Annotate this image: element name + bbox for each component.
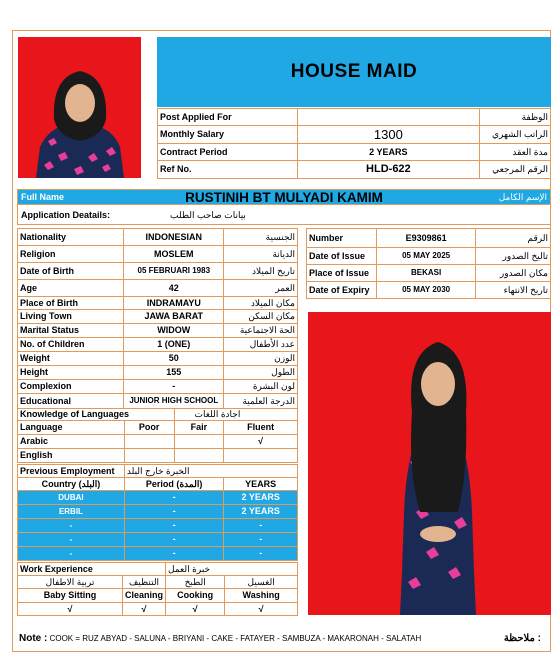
personal-value: INDONESIAN bbox=[124, 229, 224, 246]
passport-label: Place of Issue bbox=[307, 265, 377, 282]
personal-ar: مكان السكن bbox=[224, 310, 298, 324]
language-fair bbox=[174, 449, 224, 463]
employment-table bbox=[17, 464, 298, 561]
application-details-row bbox=[17, 205, 551, 225]
personal-ar: الدرجة العلمية bbox=[224, 394, 298, 409]
post-label: Contract Period bbox=[158, 144, 298, 161]
personal-ar: الوزن bbox=[224, 352, 298, 366]
post-row bbox=[158, 161, 551, 179]
note-label: Note : bbox=[19, 633, 48, 644]
full-name-row bbox=[17, 189, 551, 205]
employment-years: 2 YEARS bbox=[224, 505, 298, 519]
personal-row bbox=[18, 394, 298, 409]
col-country: Country (البلد) bbox=[18, 478, 125, 491]
note-row bbox=[19, 633, 549, 644]
work-item-ar: الغسيل bbox=[225, 576, 298, 589]
page-title: HOUSE MAID bbox=[290, 61, 418, 82]
employment-country: DUBAI bbox=[18, 491, 125, 505]
employment-columns-row bbox=[18, 478, 298, 491]
passport-label: Date of Expiry bbox=[307, 282, 377, 299]
work-item-ar: تربية الاطفال bbox=[18, 576, 123, 589]
passport-label: Number bbox=[307, 229, 377, 248]
employment-row bbox=[18, 519, 298, 533]
personal-value: INDRAMAYU bbox=[124, 297, 224, 310]
col-years: YEARS bbox=[224, 478, 298, 491]
title-bar bbox=[157, 37, 551, 107]
personal-value: 42 bbox=[124, 280, 224, 297]
languages-header-row bbox=[18, 409, 298, 421]
col-poor: Poor bbox=[124, 421, 174, 435]
work-item-en: Washing bbox=[225, 589, 298, 603]
personal-ar: الحة الاجتماعية bbox=[224, 324, 298, 338]
col-fair: Fair bbox=[174, 421, 224, 435]
passport-ar: تاريخ الانتهاء bbox=[476, 282, 551, 299]
personal-row bbox=[18, 297, 298, 310]
personal-label: Weight bbox=[18, 352, 124, 366]
employment-period: - bbox=[124, 547, 223, 561]
post-label: Monthly Salary bbox=[158, 126, 298, 144]
post-label: Ref No. bbox=[158, 161, 298, 179]
passport-table bbox=[306, 228, 551, 299]
passport-row bbox=[307, 248, 551, 265]
employment-years: - bbox=[224, 533, 298, 547]
employment-row bbox=[18, 505, 298, 519]
employment-period: - bbox=[124, 519, 223, 533]
work-item-ar: التنظيف bbox=[123, 576, 166, 589]
personal-ar: عدد الأطفال bbox=[224, 338, 298, 352]
passport-row bbox=[307, 282, 551, 299]
personal-label: Complexion bbox=[18, 380, 124, 394]
work-item-en: Cleaning bbox=[123, 589, 166, 603]
passport-ar: تاليخ الصدور bbox=[476, 248, 551, 265]
employment-country: ERBIL bbox=[18, 505, 125, 519]
personal-label: Height bbox=[18, 366, 124, 380]
personal-ar: الجنسية bbox=[224, 229, 298, 246]
work-item-en: Baby Sitting bbox=[18, 589, 123, 603]
passport-row bbox=[307, 265, 551, 282]
work-item-check: √ bbox=[225, 603, 298, 616]
note-text: COOK = RUZ ABYAD - SALUNA - BRIYANI - CAKE - FATAYER - SAMBUZA - MAKARONAH - SALATAH bbox=[49, 634, 422, 643]
note-ar: ملاحظة : bbox=[503, 633, 541, 644]
work-ar: خبرة العمل bbox=[166, 563, 298, 576]
personal-value: 05 FEBRUARI 1983 bbox=[124, 263, 224, 280]
post-value: 2 YEARS bbox=[297, 144, 479, 161]
language-row bbox=[18, 435, 298, 449]
employment-row bbox=[18, 491, 298, 505]
personal-value: 50 bbox=[124, 352, 224, 366]
personal-ar: الديانة bbox=[224, 246, 298, 263]
application-label: Application Deatails: bbox=[21, 210, 111, 220]
personal-label: Religion bbox=[18, 246, 124, 263]
personal-ar: لون البشرة bbox=[224, 380, 298, 394]
work-header-row bbox=[18, 563, 298, 576]
personal-row bbox=[18, 380, 298, 394]
personal-value: 155 bbox=[124, 366, 224, 380]
passport-ar: الرقم bbox=[476, 229, 551, 248]
personal-row bbox=[18, 246, 298, 263]
passport-value: 05 MAY 2025 bbox=[376, 248, 475, 265]
personal-value: JAWA BARAT bbox=[124, 310, 224, 324]
employment-country: - bbox=[18, 533, 125, 547]
personal-ar: تاريخ الميلاد bbox=[224, 263, 298, 280]
post-ar: الوظفة bbox=[480, 109, 551, 126]
employment-row bbox=[18, 533, 298, 547]
personal-table bbox=[17, 228, 298, 409]
post-row bbox=[158, 144, 551, 161]
employment-period: - bbox=[124, 491, 223, 505]
passport-value: E9309861 bbox=[376, 229, 475, 248]
post-ar: الرقم المرجعي bbox=[480, 161, 551, 179]
application-ar: بيانات صاحب الطلب bbox=[170, 210, 246, 220]
language-fair bbox=[174, 435, 224, 449]
employment-period: - bbox=[124, 533, 223, 547]
post-value bbox=[297, 109, 479, 126]
personal-label: Nationality bbox=[18, 229, 124, 246]
languages-label: Knowledge of Languages bbox=[18, 409, 175, 421]
work-en-row bbox=[18, 589, 298, 603]
languages-ar: اجادة اللغات bbox=[174, 409, 297, 421]
col-period: Period (المدة) bbox=[124, 478, 223, 491]
full-name-value: RUSTINIH BT MULYADI KAMIM bbox=[185, 190, 383, 205]
post-label: Post Applied For bbox=[158, 109, 298, 126]
work-item-en: Cooking bbox=[166, 589, 225, 603]
personal-row bbox=[18, 324, 298, 338]
passport-value: BEKASI bbox=[376, 265, 475, 282]
language-row bbox=[18, 449, 298, 463]
personal-value: 1 (ONE) bbox=[124, 338, 224, 352]
passport-row bbox=[307, 229, 551, 248]
personal-value: WIDOW bbox=[124, 324, 224, 338]
personal-row bbox=[18, 280, 298, 297]
employment-ar: الخبرة خارج البلد bbox=[124, 465, 297, 478]
personal-ar: الطول bbox=[224, 366, 298, 380]
employment-years: - bbox=[224, 547, 298, 561]
language-name: English bbox=[18, 449, 125, 463]
employment-years: - bbox=[224, 519, 298, 533]
employment-country: - bbox=[18, 519, 125, 533]
passport-label: Date of Issue bbox=[307, 248, 377, 265]
work-table bbox=[17, 562, 298, 616]
personal-value: - bbox=[124, 380, 224, 394]
work-label: Work Experience bbox=[18, 563, 166, 576]
post-ar: الراتب الشهري bbox=[480, 126, 551, 144]
applicant-photo-large bbox=[308, 312, 551, 615]
languages-columns-row bbox=[18, 421, 298, 435]
employment-years: 2 YEARS bbox=[224, 491, 298, 505]
passport-ar: مكان الصدور bbox=[476, 265, 551, 282]
work-check-row bbox=[18, 603, 298, 616]
employment-period: - bbox=[124, 505, 223, 519]
personal-label: Place of Birth bbox=[18, 297, 124, 310]
employment-row bbox=[18, 547, 298, 561]
applicant-photo-small bbox=[18, 37, 141, 178]
post-row bbox=[158, 126, 551, 144]
work-item-check: √ bbox=[123, 603, 166, 616]
language-fluent bbox=[224, 449, 298, 463]
language-poor bbox=[124, 449, 174, 463]
personal-label: Date of Birth bbox=[18, 263, 124, 280]
personal-label: No. of Children bbox=[18, 338, 124, 352]
language-fluent: √ bbox=[224, 435, 298, 449]
employment-country: - bbox=[18, 547, 125, 561]
work-item-check: √ bbox=[18, 603, 123, 616]
personal-row bbox=[18, 352, 298, 366]
post-value: HLD-622 bbox=[297, 161, 479, 179]
language-name: Arabic bbox=[18, 435, 125, 449]
personal-value: MOSLEM bbox=[124, 246, 224, 263]
post-table bbox=[157, 108, 551, 179]
employment-label: Previous Employment bbox=[18, 465, 125, 478]
personal-label: Age bbox=[18, 280, 124, 297]
post-row bbox=[158, 109, 551, 126]
personal-row bbox=[18, 263, 298, 280]
personal-row bbox=[18, 229, 298, 246]
personal-value: JUNIOR HIGH SCHOOL bbox=[124, 394, 224, 409]
col-language: Language bbox=[18, 421, 125, 435]
work-ar-row bbox=[18, 576, 298, 589]
passport-value: 05 MAY 2030 bbox=[376, 282, 475, 299]
col-fluent: Fluent bbox=[224, 421, 298, 435]
personal-label: Marital Status bbox=[18, 324, 124, 338]
personal-ar: العمر bbox=[224, 280, 298, 297]
personal-row bbox=[18, 310, 298, 324]
personal-label: Educational bbox=[18, 394, 124, 409]
personal-row bbox=[18, 338, 298, 352]
full-name-label: Full Name bbox=[21, 192, 65, 202]
personal-ar: مكان الميلاد bbox=[224, 297, 298, 310]
work-item-check: √ bbox=[166, 603, 225, 616]
post-value: 1300 bbox=[297, 126, 479, 144]
full-name-ar: الإسم الكامل bbox=[498, 192, 547, 202]
language-poor bbox=[124, 435, 174, 449]
post-ar: مدة العقد bbox=[480, 144, 551, 161]
personal-label: Living Town bbox=[18, 310, 124, 324]
work-item-ar: الطبخ bbox=[166, 576, 225, 589]
personal-row bbox=[18, 366, 298, 380]
employment-header-row bbox=[18, 465, 298, 478]
languages-table bbox=[17, 408, 298, 463]
